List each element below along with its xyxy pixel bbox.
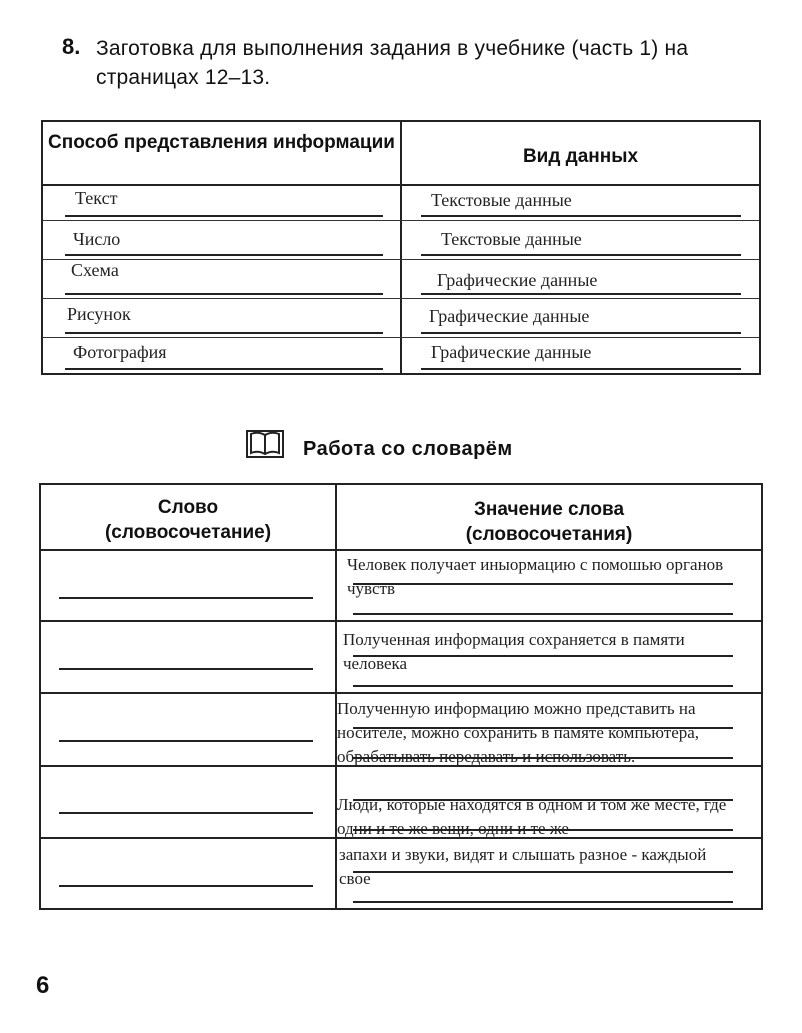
- row-divider: [41, 692, 761, 694]
- answer-line: [65, 368, 383, 370]
- row-divider: [43, 259, 759, 260]
- meaning-answer-line: [353, 613, 733, 615]
- answer-line: [421, 215, 741, 217]
- dictionary-section-title: Работа со словарём: [303, 438, 513, 460]
- answer-line: [65, 254, 383, 256]
- meaning-cell: запахи и звуки, видят и слышать разное - каждыой свое: [339, 845, 707, 888]
- header-divider: [41, 549, 761, 551]
- word-answer-line: [59, 885, 313, 887]
- word-answer-line: [59, 812, 313, 814]
- meaning-cell: Человек получает иныормацию с помошью органов чувств: [347, 555, 724, 598]
- meaning-answer-line: [353, 685, 733, 687]
- method-cell: Фотография: [73, 342, 167, 362]
- meaning-cell: Полученная информация сохраняется в памяти человека: [343, 630, 685, 673]
- word-header-line2: (словосочетание): [104, 522, 272, 543]
- method-cell: Текст: [75, 188, 118, 208]
- word-header-line1: Слово: [157, 497, 219, 518]
- answer-line: [65, 293, 383, 295]
- answer-line: [65, 215, 383, 217]
- information-types-table: [41, 120, 761, 375]
- word-column-header: [41, 495, 335, 545]
- method-cell: Схема: [71, 260, 119, 280]
- answer-line: [65, 332, 383, 334]
- row-divider: [43, 337, 759, 338]
- meaning-header-line2: (словосочетания): [465, 524, 633, 545]
- meaning-column-header: [337, 497, 761, 547]
- type-cell: Текстовые данные: [431, 190, 572, 210]
- type-cell: Графические данные: [437, 270, 598, 290]
- word-answer-line: [59, 597, 313, 599]
- meaning-cell: Люди, которые находятся в одном и том же месте, где одни и те же вещи, одни и те же: [337, 795, 727, 838]
- task-text: Заготовка для выполнения задания в учебнике (часть 1) на страницах 12–13.: [96, 37, 689, 89]
- answer-line: [421, 254, 741, 256]
- word-answer-line: [59, 668, 313, 670]
- type-cell: Текстовые данные: [441, 229, 582, 249]
- task-number: 8.: [62, 34, 81, 59]
- answer-line: [421, 332, 741, 334]
- row-divider: [43, 298, 759, 299]
- method-cell: Число: [73, 229, 121, 249]
- meaning-answer-line: [353, 901, 733, 903]
- method-column-header: Способ представления информации: [48, 132, 395, 153]
- type-cell: Графические данные: [429, 306, 590, 326]
- dictionary-table: [39, 483, 763, 910]
- word-answer-line: [59, 740, 313, 742]
- row-divider: [43, 220, 759, 221]
- meaning-cell: Полученную информацию можно представить на носителе, можно сохранить в памяте компьютера, обрабатывать передавать и использовать.: [337, 699, 700, 766]
- type-column-header: Вид данных: [522, 146, 639, 167]
- book-icon: [245, 428, 285, 460]
- meaning-header-line1: Значение слова: [473, 499, 625, 520]
- method-cell: Рисунок: [67, 304, 131, 324]
- type-cell: Графические данные: [431, 342, 592, 362]
- row-divider: [41, 620, 761, 622]
- page-number: 6: [36, 972, 50, 999]
- answer-line: [421, 293, 741, 295]
- header-divider: [43, 184, 759, 186]
- answer-line: [421, 368, 741, 370]
